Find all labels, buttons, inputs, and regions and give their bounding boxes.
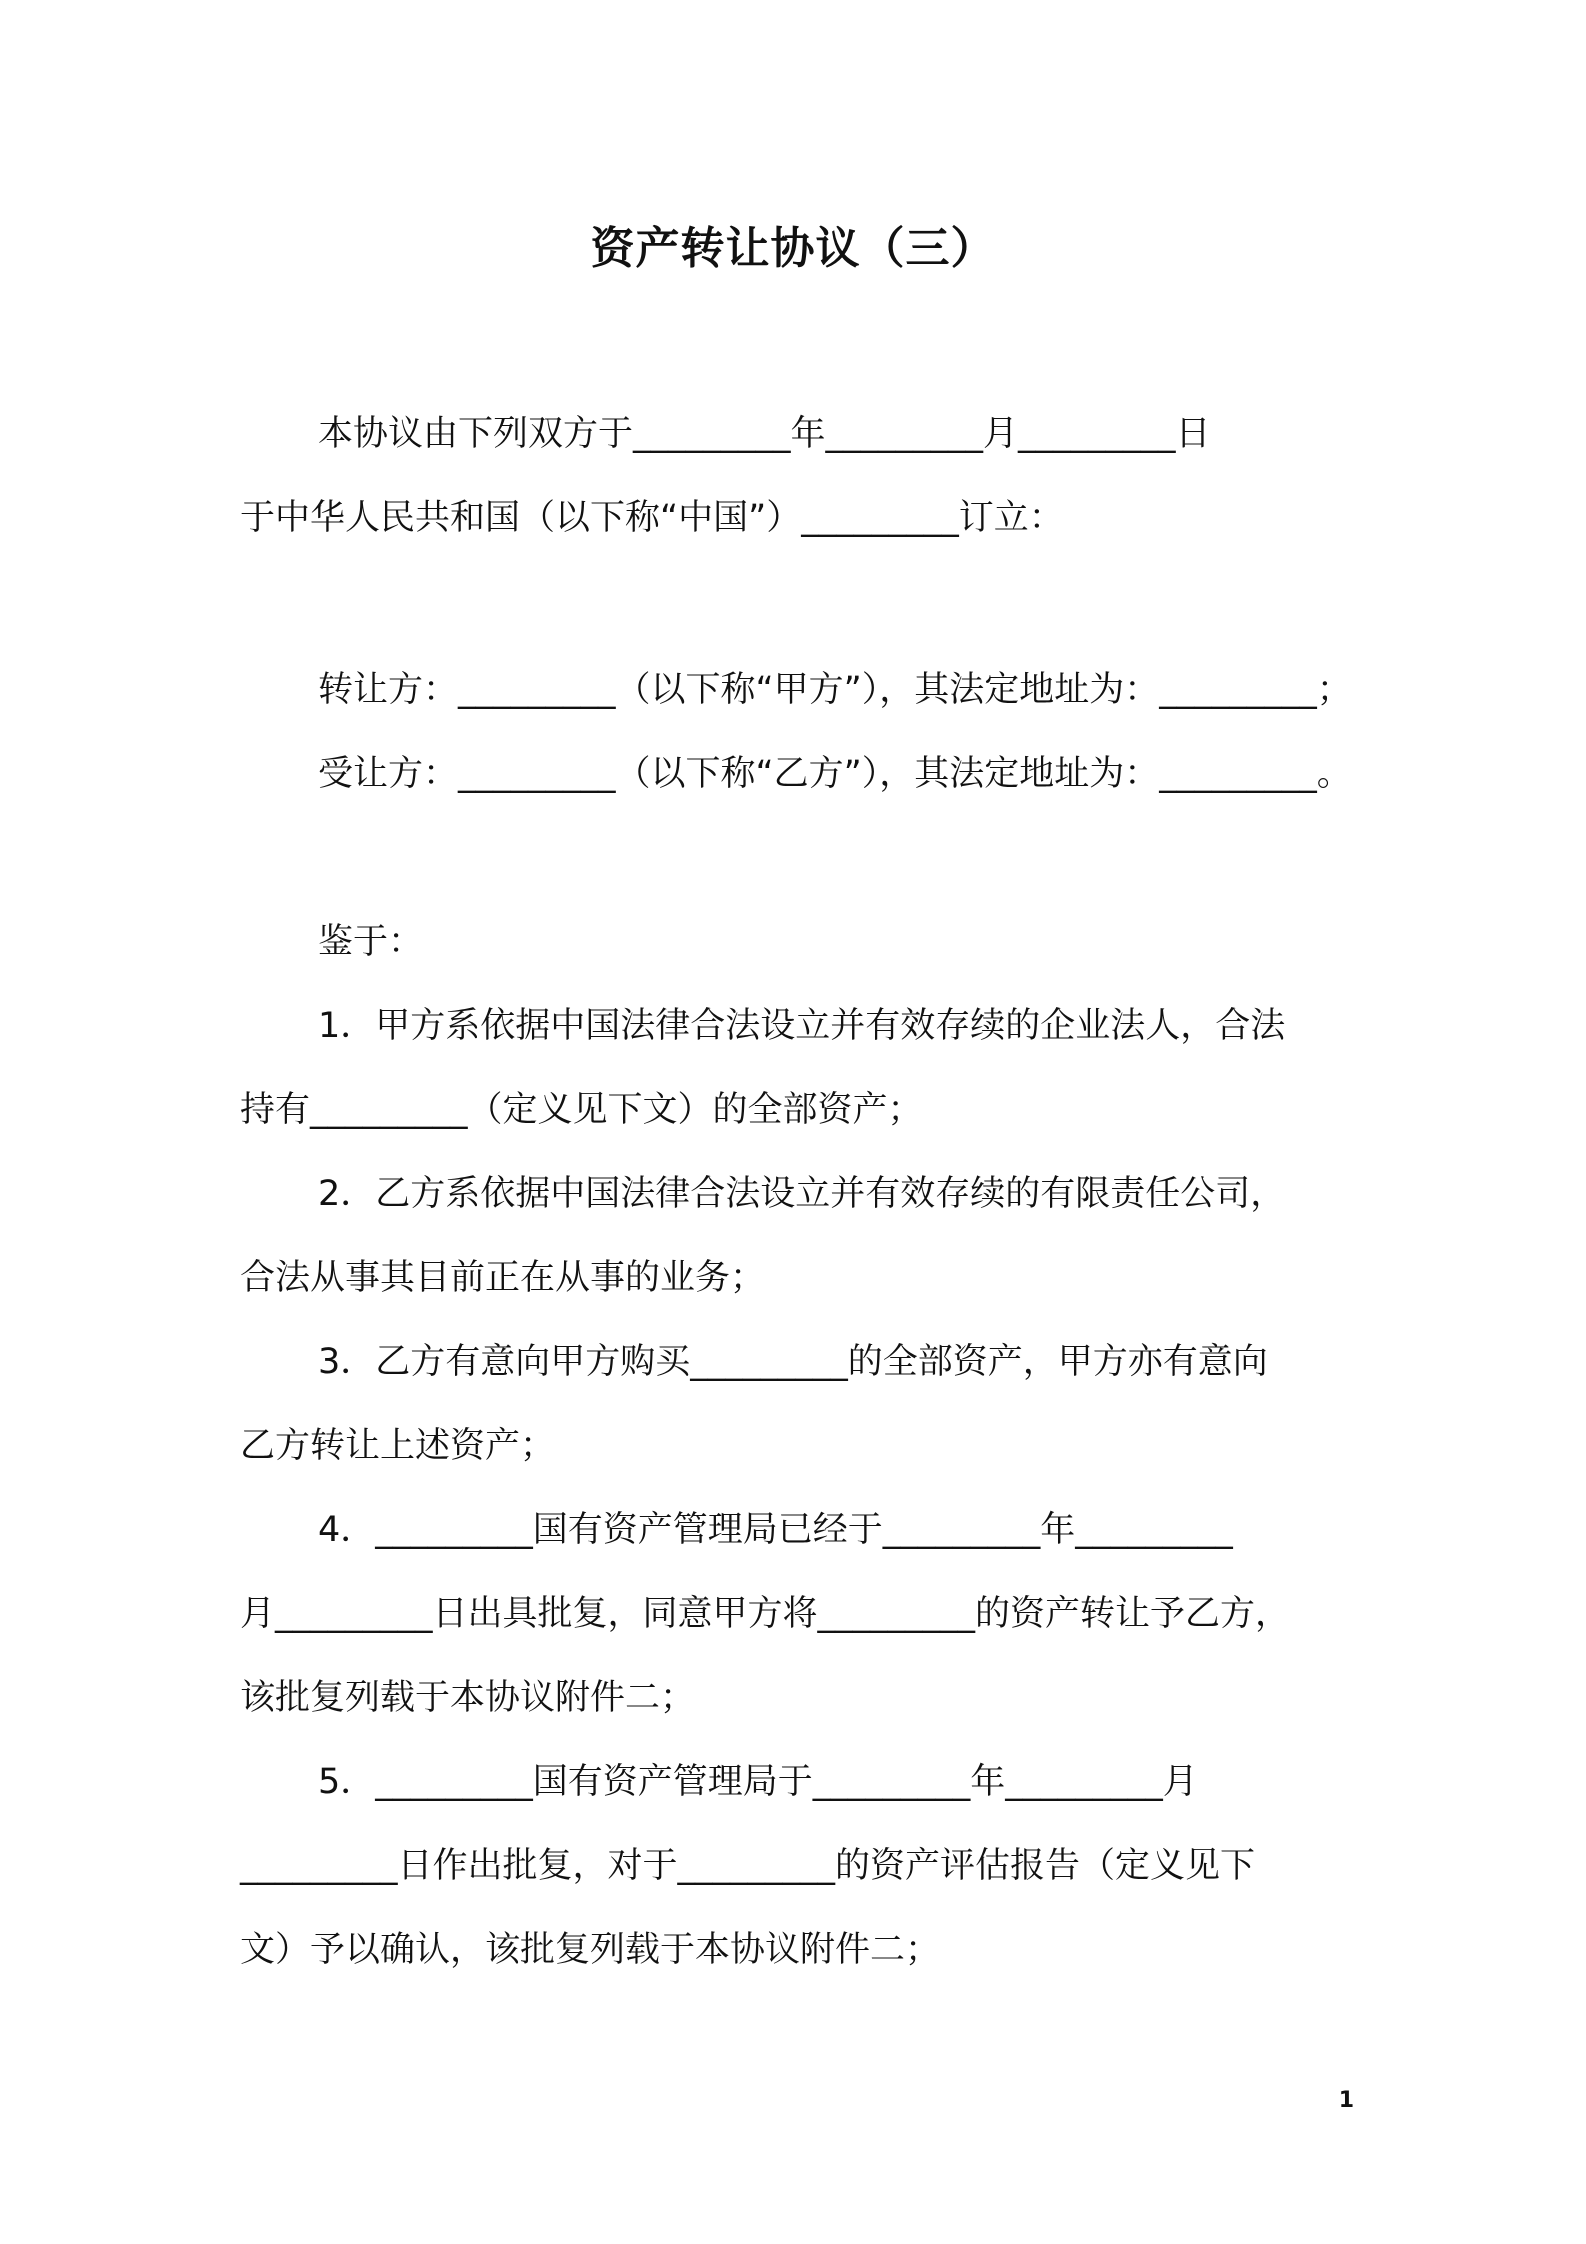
clause-4-line-2: 月_________日出具批复，同意甲方将_________的资产转让予乙方， — [240, 1594, 1291, 1634]
transferor-line: 转让方：_________（以下称“甲方”），其法定地址为：_________； — [318, 670, 1352, 710]
clause-4-line-1: 4．_________国有资产管理局已经于_________年_________ — [318, 1510, 1233, 1550]
clause-1-line-1: 1．甲方系依据中国法律合法设立并有效存续的企业法人，合法 — [318, 1006, 1286, 1046]
clause-1-line-2: 持有_________（定义见下文）的全部资产； — [240, 1090, 923, 1130]
page-number: 1 — [1338, 2088, 1354, 2113]
clause-5-line-3: 文）予以确认，该批复列载于本协议附件二； — [240, 1930, 941, 1970]
whereas-heading: 鉴于： — [318, 922, 424, 962]
document-title: 资产转让协议（三） — [590, 223, 996, 274]
clause-3-line-2: 乙方转让上述资产； — [240, 1426, 556, 1466]
clause-5-line-2: _________日作出批复，对于_________的资产评估报告（定义见下 — [240, 1846, 1256, 1886]
clause-5-line-1: 5．_________国有资产管理局于_________年_________月 — [318, 1762, 1198, 1802]
agreement-line-2: 于中华人民共和国（以下称“中国”）_________订立： — [240, 498, 1064, 538]
agreement-line-1: 本协议由下列双方于_________年_________月_________日 — [318, 414, 1211, 454]
clause-4-line-3: 该批复列载于本协议附件二； — [240, 1678, 696, 1718]
clause-2-line-1: 2．乙方系依据中国法律合法设立并有效存续的有限责任公司， — [318, 1174, 1286, 1214]
clause-2-line-2: 合法从事其目前正在从事的业务； — [240, 1258, 766, 1298]
transferee-line: 受让方：_________（以下称“乙方”），其法定地址为：_________。 — [318, 754, 1352, 794]
clause-3-line-1: 3．乙方有意向甲方购买_________的全部资产，甲方亦有意向 — [318, 1342, 1268, 1382]
